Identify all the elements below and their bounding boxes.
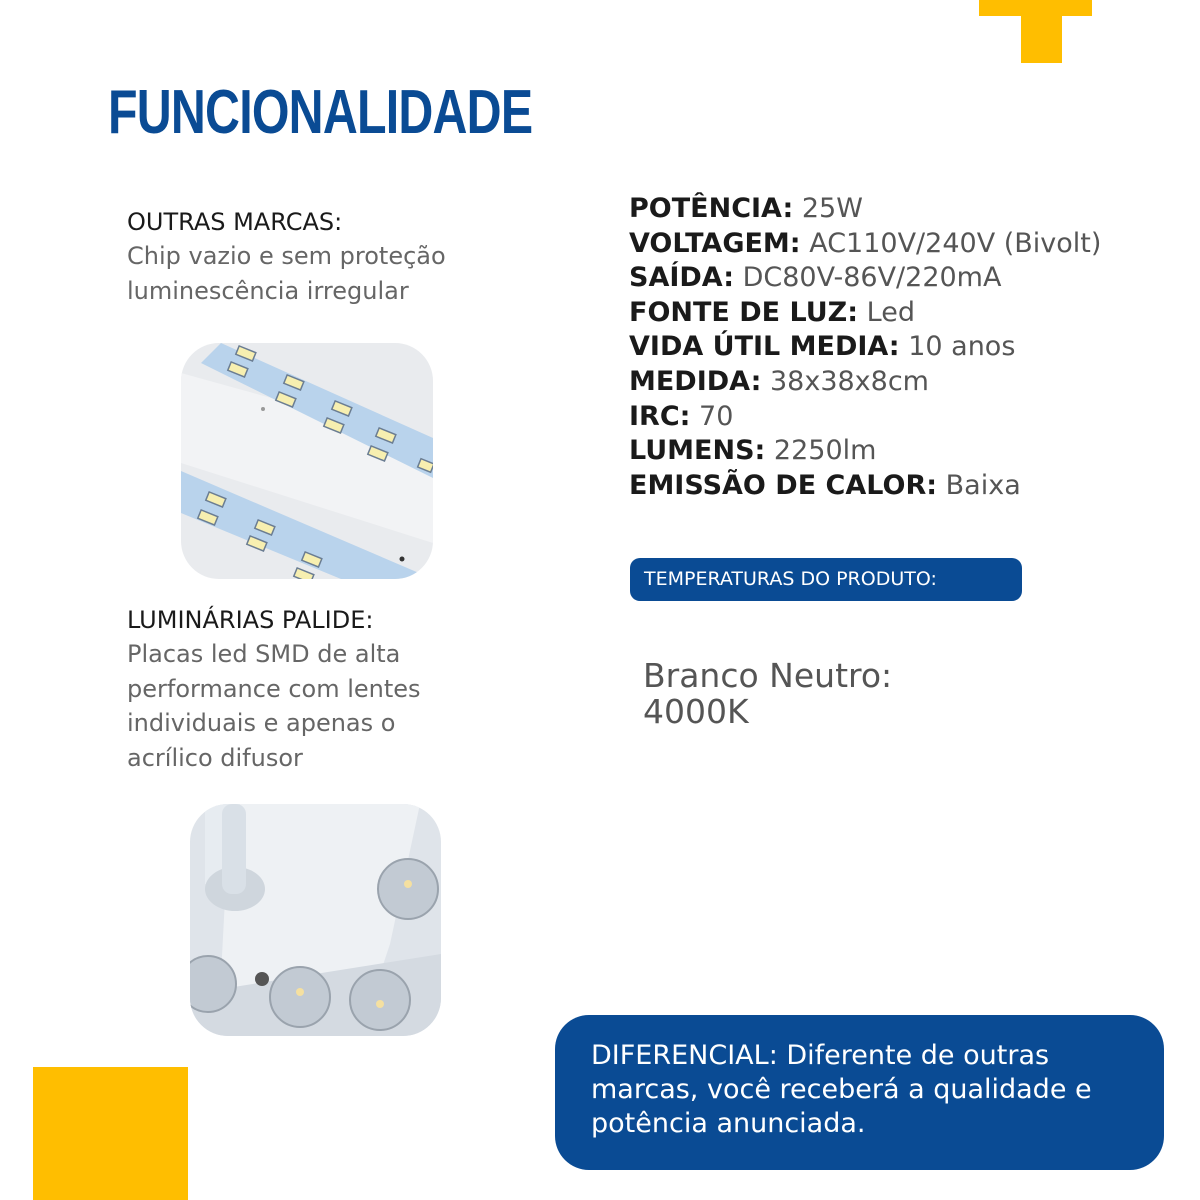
spec-value: Baixa [945,469,1021,501]
outras-marcas-line: Chip vazio e sem proteção [127,242,446,270]
temperature-name: Branco Neutro: [643,656,893,695]
temperature-value: 4000K [643,692,749,731]
spec-row [629,227,1101,262]
led-strip-image [181,343,433,579]
spec-value: AC110V/240V (Bivolt) [809,227,1102,259]
spec-value: 2250lm [773,435,877,467]
palide-line: performance com lentes [127,674,421,703]
palide-heading: LUMINÁRIAS PALIDE: [127,606,374,634]
led-lens-image [190,804,441,1036]
diferencial-box [555,1015,1164,1170]
palide-block [127,603,421,775]
temperature-info [643,658,892,730]
palide-line: individuais e apenas o [127,709,396,737]
spec-label: LUMENS: [629,435,766,467]
spec-row [629,192,1101,227]
spec-value: 10 anos [908,331,1016,363]
spec-label: EMISSÃO DE CALOR: [629,469,938,501]
decor-yellow-square-bottom [33,1067,188,1200]
spec-row [629,330,1101,365]
diferencial-line: marcas, você receberá a qualidade e [591,1074,1092,1105]
temperatures-badge: TEMPERATURAS DO PRODUTO: [630,558,1022,601]
spec-label: SAÍDA: [629,262,734,294]
spec-row [629,434,1101,469]
spec-value: Led [866,296,915,328]
led-strip-board-photo [181,343,433,579]
spec-label: POTÊNCIA: [629,193,794,224]
spec-label: VIDA ÚTIL MEDIA: [629,331,900,363]
diferencial-line: DIFERENCIAL: Diferente de outras [591,1040,1050,1071]
spec-label: VOLTAGEM: [629,227,801,259]
spec-row [629,296,1101,331]
decor-yellow-stem-top [1021,0,1062,63]
spec-row [629,261,1101,296]
specs-list [629,192,1101,503]
spec-value: 38x38x8cm [769,365,929,397]
diferencial-line: potência anunciada. [591,1108,866,1139]
spec-value: 25W [801,193,863,224]
palide-line: acrílico difusor [127,743,303,772]
spec-row [629,400,1101,435]
outras-marcas-block [127,205,446,308]
spec-label: IRC: [629,400,691,432]
outras-marcas-heading: OUTRAS MARCAS: [127,208,343,236]
palide-line: Placas led SMD de alta [127,640,401,668]
spec-label: MEDIDA: [629,365,762,397]
spec-row [629,365,1101,400]
outras-marcas-line: luminescência irregular [127,276,409,305]
spec-value: DC80V-86V/220mA [742,262,1002,294]
spec-row [629,469,1101,504]
spec-value: 70 [699,400,734,432]
led-lens-board-photo [190,804,441,1036]
page-title: FUNCIONALIDADE [108,78,533,147]
spec-label: FONTE DE LUZ: [629,296,859,328]
